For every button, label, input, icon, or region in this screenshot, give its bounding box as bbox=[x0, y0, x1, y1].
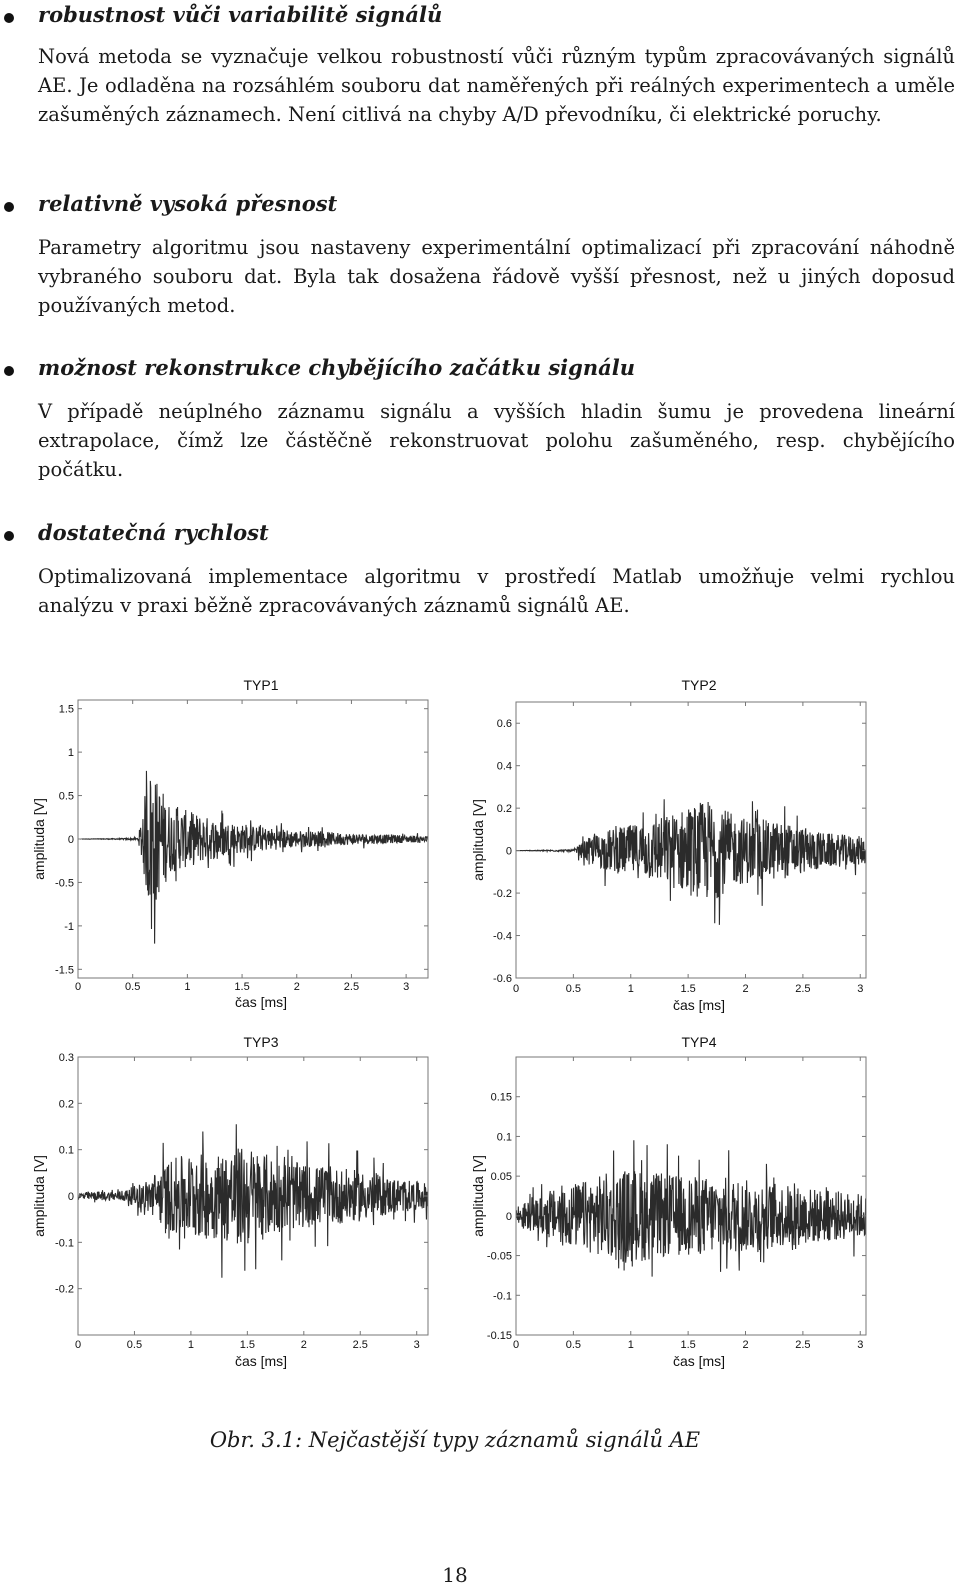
y-tick-label: 0.6 bbox=[496, 718, 512, 731]
page-number: 18 bbox=[442, 1563, 468, 1587]
y-tick-label: -0.2 bbox=[55, 1283, 74, 1296]
y-tick-label: 0.05 bbox=[490, 1171, 512, 1184]
x-tick-label: 0.5 bbox=[565, 1339, 582, 1351]
signal-trace bbox=[78, 1124, 428, 1277]
x-axis-label: čas [ms] bbox=[672, 997, 726, 1013]
x-tick-label: 0 bbox=[74, 1339, 82, 1351]
item-paragraph: V případě neúplného záznamu signálu a vyšších hladin šumu je provedena lineární extrapolace, čímž lze částěčně rekonstruovat polohu zašuměného, resp. chybějícího počátku. bbox=[38, 400, 955, 481]
y-tick-label: -0.05 bbox=[486, 1250, 512, 1263]
x-tick-label: 1 bbox=[627, 1339, 634, 1351]
x-tick-label: 1.5 bbox=[680, 983, 696, 995]
y-tick-label: -0.1 bbox=[55, 1237, 74, 1250]
y-tick-label: -1 bbox=[64, 920, 74, 933]
x-tick-label: 1 bbox=[184, 981, 191, 993]
x-tick-label: 0.5 bbox=[565, 983, 582, 995]
item-heading: dostatečná rychlost bbox=[38, 520, 269, 545]
item-heading: robustnost vůči variabilitě signálů bbox=[38, 2, 443, 27]
chart-panel-2 bbox=[470, 677, 866, 1013]
y-tick-label: -0.1 bbox=[493, 1290, 512, 1303]
x-tick-label: 3 bbox=[413, 1339, 420, 1351]
x-tick-label: 2.5 bbox=[795, 983, 811, 995]
y-tick-label: 0.3 bbox=[58, 1052, 74, 1064]
x-tick-label: 2 bbox=[300, 1339, 307, 1351]
y-tick-label: -0.6 bbox=[493, 973, 512, 985]
y-tick-label: 0 bbox=[67, 1191, 74, 1203]
x-tick-label: 2.5 bbox=[343, 981, 360, 993]
y-tick-label: 0.1 bbox=[496, 1131, 512, 1144]
x-tick-label: 2.5 bbox=[795, 1339, 811, 1351]
y-tick-label: 1.5 bbox=[58, 703, 74, 716]
x-tick-label: 1 bbox=[187, 1339, 194, 1351]
chart-title: TYP2 bbox=[681, 677, 717, 693]
y-axis-label: amplituda [V] bbox=[31, 1155, 47, 1237]
chart-title: TYP4 bbox=[681, 1034, 717, 1050]
y-tick-label: -0.4 bbox=[493, 930, 512, 943]
x-tick-label: 3 bbox=[403, 981, 410, 993]
x-tick-label: 1.5 bbox=[680, 1339, 696, 1351]
y-axis-label: amplituda [V] bbox=[470, 1155, 486, 1237]
x-tick-label: 0.5 bbox=[126, 1339, 143, 1351]
chart-panel-1 bbox=[31, 677, 428, 1010]
x-axis-label: čas [ms] bbox=[234, 994, 288, 1010]
signal-trace bbox=[78, 771, 428, 944]
x-tick-label: 0 bbox=[512, 983, 520, 995]
item-heading: možnost rekonstrukce chybějícího začátku signálu bbox=[38, 355, 635, 380]
y-tick-label: 1 bbox=[67, 747, 74, 760]
y-tick-label: 0 bbox=[505, 845, 512, 858]
chart-title: TYP1 bbox=[243, 677, 279, 693]
x-tick-label: 0 bbox=[512, 1339, 520, 1351]
x-tick-label: 0.5 bbox=[125, 981, 141, 993]
x-tick-label: 2 bbox=[742, 983, 749, 995]
x-tick-label: 1.5 bbox=[234, 981, 250, 993]
y-tick-label: 0.2 bbox=[58, 1098, 74, 1111]
chart-title: TYP3 bbox=[243, 1034, 279, 1050]
x-axis-label: čas [ms] bbox=[672, 1353, 726, 1369]
x-tick-label: 2.5 bbox=[352, 1339, 368, 1351]
y-tick-label: 0.5 bbox=[58, 790, 74, 803]
y-tick-label: -0.15 bbox=[486, 1330, 512, 1342]
x-tick-label: 2 bbox=[742, 1339, 749, 1351]
x-tick-label: 0 bbox=[74, 981, 82, 993]
chart-panel-3 bbox=[31, 1034, 428, 1369]
y-axis-label: amplituda [V] bbox=[470, 799, 486, 881]
y-tick-label: -1.5 bbox=[55, 964, 74, 977]
item-heading: relativně vysoká přesnost bbox=[38, 191, 338, 216]
x-tick-label: 3 bbox=[857, 1339, 864, 1351]
y-tick-label: 0.1 bbox=[58, 1144, 74, 1157]
x-axis-label: čas [ms] bbox=[234, 1353, 288, 1369]
x-tick-label: 3 bbox=[857, 983, 864, 995]
y-tick-label: 0 bbox=[67, 834, 74, 846]
figure-caption: Obr. 3.1: Nejčastější typy záznamů signálů AE bbox=[209, 1428, 701, 1452]
x-tick-label: 2 bbox=[293, 981, 300, 993]
x-tick-label: 1 bbox=[627, 983, 634, 995]
item-paragraph: Parametry algoritmu jsou nastaveny experimentální optimalizací při zpracování náhodně vybraného souboru dat. Byla tak dosažena řádově vyšší přesnost, než u jiných doposud používaných metod. bbox=[38, 236, 955, 317]
item-paragraph: Nová metoda se vyznačuje velkou robustností vůči různým typům zpracovávaných signálů AE. Je odladěna na rozsáhlém souboru dat naměřených při reálných experimentech a uměle zašuměných záznamech. Není citlivá na chyby A/D převodníku, či elektrické poruchy. bbox=[38, 45, 955, 126]
y-tick-label: 0 bbox=[505, 1210, 512, 1223]
y-tick-label: 0.4 bbox=[496, 760, 512, 773]
chart-panel-4 bbox=[470, 1034, 866, 1369]
x-tick-label: 1.5 bbox=[239, 1339, 256, 1351]
signal-trace bbox=[516, 799, 866, 925]
y-tick-label: 0.2 bbox=[496, 803, 512, 816]
item-paragraph: Optimalizovaná implementace algoritmu v prostředí Matlab umožňuje velmi rychlou analýzu v praxi běžně zpracovávaných záznamů signálů AE. bbox=[38, 565, 955, 617]
y-tick-label: 0.15 bbox=[490, 1091, 512, 1104]
y-tick-label: -0.5 bbox=[55, 877, 74, 890]
signal-trace bbox=[516, 1140, 866, 1276]
y-axis-label: amplituda [V] bbox=[31, 798, 47, 880]
y-tick-label: -0.2 bbox=[493, 888, 512, 901]
